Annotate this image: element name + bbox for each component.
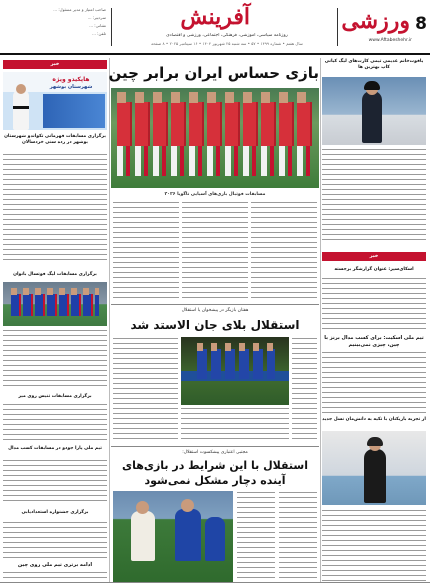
right-item2-text (322, 352, 426, 414)
right-news-label: خبر (322, 252, 426, 261)
story2-kicker: هفتان بازیگر در پیشخوان یا استقلال (181, 308, 249, 313)
right-column (322, 56, 430, 586)
page-number: 8 (415, 14, 427, 34)
staff-line: نشانی: ... (89, 23, 106, 28)
left-item1-text (3, 330, 107, 386)
right-item1-title: اسکای‌سپر: عنوان گزارشگر برجسته (334, 267, 414, 272)
masthead (0, 0, 430, 54)
story3-text-col-1 (279, 492, 317, 582)
story2-text-col-2 (113, 338, 178, 442)
match-photo-2 (113, 491, 233, 583)
main-headline: بازی حساس ایران برابر چین (108, 64, 319, 82)
left-body-text (3, 154, 107, 262)
staff-line: سردبیر: ... (87, 15, 106, 20)
right-item3-title: از تجربه بازیکنان با تکیه به دانش‌مان نسل جدید (322, 417, 426, 422)
athlete-photo (322, 77, 426, 145)
futsal-team-photo (3, 282, 107, 326)
story3-headline: استقلال با این شرایط در بازی‌های آینده دچار مشکل نمی‌شود (122, 459, 308, 487)
right-item3-text (322, 510, 426, 582)
main-text-col-3 (113, 202, 179, 300)
section-title: ورزشی (341, 8, 410, 34)
left-column (0, 56, 108, 586)
left-news-label: خبر (3, 60, 107, 69)
team-photo (111, 88, 319, 188)
left-item2-text (3, 404, 107, 440)
main-text-col-2 (182, 202, 248, 300)
match-photo-1 (181, 337, 289, 405)
left-item1-title: برگزاری مسابقات لیگ فوتسال بانوان (13, 272, 97, 277)
athlete-photo-2 (322, 431, 426, 505)
banner-text-1: هاپکیدو ویژه (52, 76, 90, 83)
right-body-text (322, 149, 426, 244)
story3-text-col-2 (237, 492, 275, 582)
left-item2-title: برگزاری مسابقات تنیس روی میز (18, 394, 92, 399)
website[interactable]: www.Aftabeshehr.ir (368, 38, 412, 43)
staff-line: صاحب امتیاز و مدیر مسئول: ... (53, 7, 106, 12)
left-top-headline: برگزاری مسابقات قهرمانی تکواندو شهرستان بوشهر در رده سنی خردسالان (4, 134, 106, 145)
center-column (108, 56, 319, 586)
staff-line: تلفن: ... (92, 31, 106, 36)
taekwondo-banner-photo (3, 72, 107, 130)
story3-kicker: مجتبی اعتباری پیشکسوت استقلال: (182, 450, 248, 455)
left-item4-text (3, 522, 107, 558)
banner-text-2: شهرستان بوشهر (49, 84, 93, 90)
main-kicker: مسابقات فوتبال بازی‌های آسیایی ناگویا ۲۰۲۶ (164, 192, 266, 197)
right-item1-text (322, 278, 426, 330)
left-item5-title: ادامه برتری تیم ملی روی چین (17, 562, 93, 568)
story2-text-col-3 (181, 408, 289, 442)
tagline: روزنامه سیاسی، آموزشی، فرهنگی، اجتماعی، ورزشی و اقتصادی (166, 33, 288, 38)
left-item3-title: تیم ملی پارا جودو در مسابقات کسب مدال (8, 446, 102, 451)
story2-text-col-1 (292, 338, 317, 442)
left-item4-title: برگزاری جشنواره استعدادیابی (21, 510, 89, 515)
story2-headline: استقلال بلای جان الاستد شد (130, 318, 300, 332)
staff-box (2, 6, 106, 48)
right-top-headline: یاقوت‌خانم عدیمی تیمی کارت‌های لیگ کیانی کاپ بهترین ها (324, 59, 424, 70)
main-text-col-1 (251, 202, 317, 300)
right-item2-title: تیم ملی اسکیت: برای کسب مدال برنز با چین، چیزی نمی‌بینیم (324, 335, 424, 348)
left-item3-text (3, 460, 107, 504)
issue-line: سال هفتم • شماره ۱۴۹۹ • ۵۷ • سه شنبه ۲۵ شهریور ۱۴۰۴ • ۱۶ سپتامبر ۲۰۲۵ • ۸ صفحه (151, 41, 303, 46)
paper-name: آفرینش (180, 4, 250, 30)
